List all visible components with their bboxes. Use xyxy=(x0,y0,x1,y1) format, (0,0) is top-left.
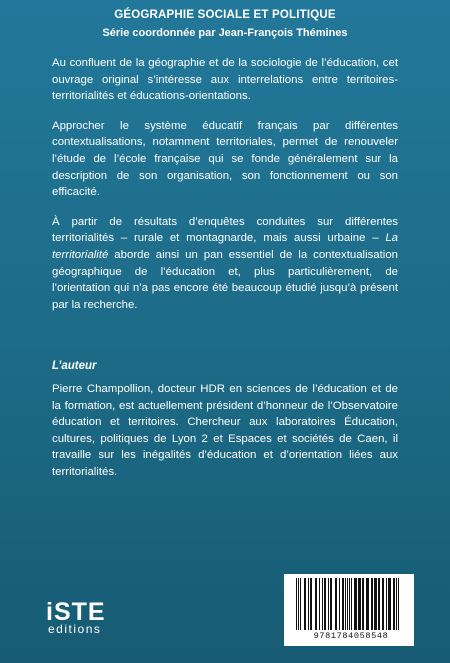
barcode-bar xyxy=(298,578,299,630)
barcode-bar xyxy=(296,578,297,630)
barcode-bar xyxy=(304,578,306,630)
isbn-barcode xyxy=(284,574,414,646)
blurb-paragraph-1: Au confluent de la géographie et de la sociologie de l’éducation, cet ouvrage original s’intéresse aux interrelations entre territoires-territorialités et éducations-orientations. xyxy=(52,57,398,103)
barcode-bar xyxy=(342,578,344,630)
barcode-bar xyxy=(366,578,369,630)
barcode-bar xyxy=(300,578,301,630)
series-title: GÉOGRAPHIE SOCIALE ET POLITIQUE xyxy=(114,9,336,21)
barcode-bar xyxy=(393,578,395,630)
barcode-bar xyxy=(362,578,364,630)
series-coordinator: Série coordonnée par Jean-François Thémines xyxy=(102,27,348,39)
barcode-bar xyxy=(378,578,380,630)
book-blurb xyxy=(52,55,398,326)
barcode-bar xyxy=(398,578,399,630)
barcode-bar xyxy=(396,578,397,630)
barcode-bar xyxy=(330,578,332,630)
logo-main-text: iSTE xyxy=(46,598,106,626)
barcode-bar xyxy=(371,578,373,630)
barcode-bar xyxy=(388,578,391,630)
book-title-inline: La territorialité xyxy=(52,232,398,261)
isbn-number: 9781784058548 xyxy=(313,631,389,641)
barcode-bar xyxy=(308,578,309,630)
author-bio: Pierre Champollion, docteur HDR en sciences de l’éducation et de la formation, est actuellement président d’honneur de l’Observatoire éducation et territoires. Chercheur aux laboratoires Éducation, cultures, politiques de Lyon 2 et Espaces et sociétés de Caen, il travaille sur les inégalités d’éducation et d’orientation liées aux territorialités. xyxy=(52,383,398,478)
barcode-bar xyxy=(319,578,320,630)
barcode-bar xyxy=(328,578,329,630)
barcode-bar xyxy=(335,578,337,630)
barcode-bar xyxy=(324,578,326,630)
barcode-bar xyxy=(382,578,384,630)
barcode-bar xyxy=(386,578,387,630)
barcode-bar xyxy=(374,578,377,630)
barcode-bar xyxy=(351,578,352,630)
barcode-bar xyxy=(322,578,323,630)
blurb-paragraph-2: Approcher le système éducatif français par différentes contextualisations, notamment territoriales, permet de renouveler l’étude de l’école française qui se fonde généralement sur la description de son organisation, son fonctionnement ou son efficacité. xyxy=(52,119,398,199)
barcode-bar xyxy=(310,578,312,630)
logo-sub-text: editions xyxy=(48,622,102,636)
author-heading: L’auteur xyxy=(52,360,97,372)
iste-editions-logo xyxy=(44,596,144,636)
blurb-paragraph-3 xyxy=(52,214,398,314)
barcode-bar xyxy=(345,578,346,630)
barcode-bar xyxy=(347,578,348,630)
barcode-bar xyxy=(339,578,340,630)
blurb-paragraph-3-end: aborde ainsi un pan essentiel de la contextualisation géographique de l’éducation et, plus particulièrement, de l’orientation qui n’a pas encore été beaucoup étudié jusqu’à présent par la recherche. xyxy=(52,248,398,311)
barcode-bars xyxy=(294,578,408,630)
blurb-paragraph-3-start: À partir de résultats d’enquêtes conduites sur différentes territorialités – rurale et montagnarde, mais aussi urbaine – xyxy=(52,215,398,245)
barcode-bar xyxy=(315,578,317,630)
barcode-bar xyxy=(349,578,350,630)
barcode-bar xyxy=(354,578,357,630)
barcode-bar xyxy=(358,578,361,630)
